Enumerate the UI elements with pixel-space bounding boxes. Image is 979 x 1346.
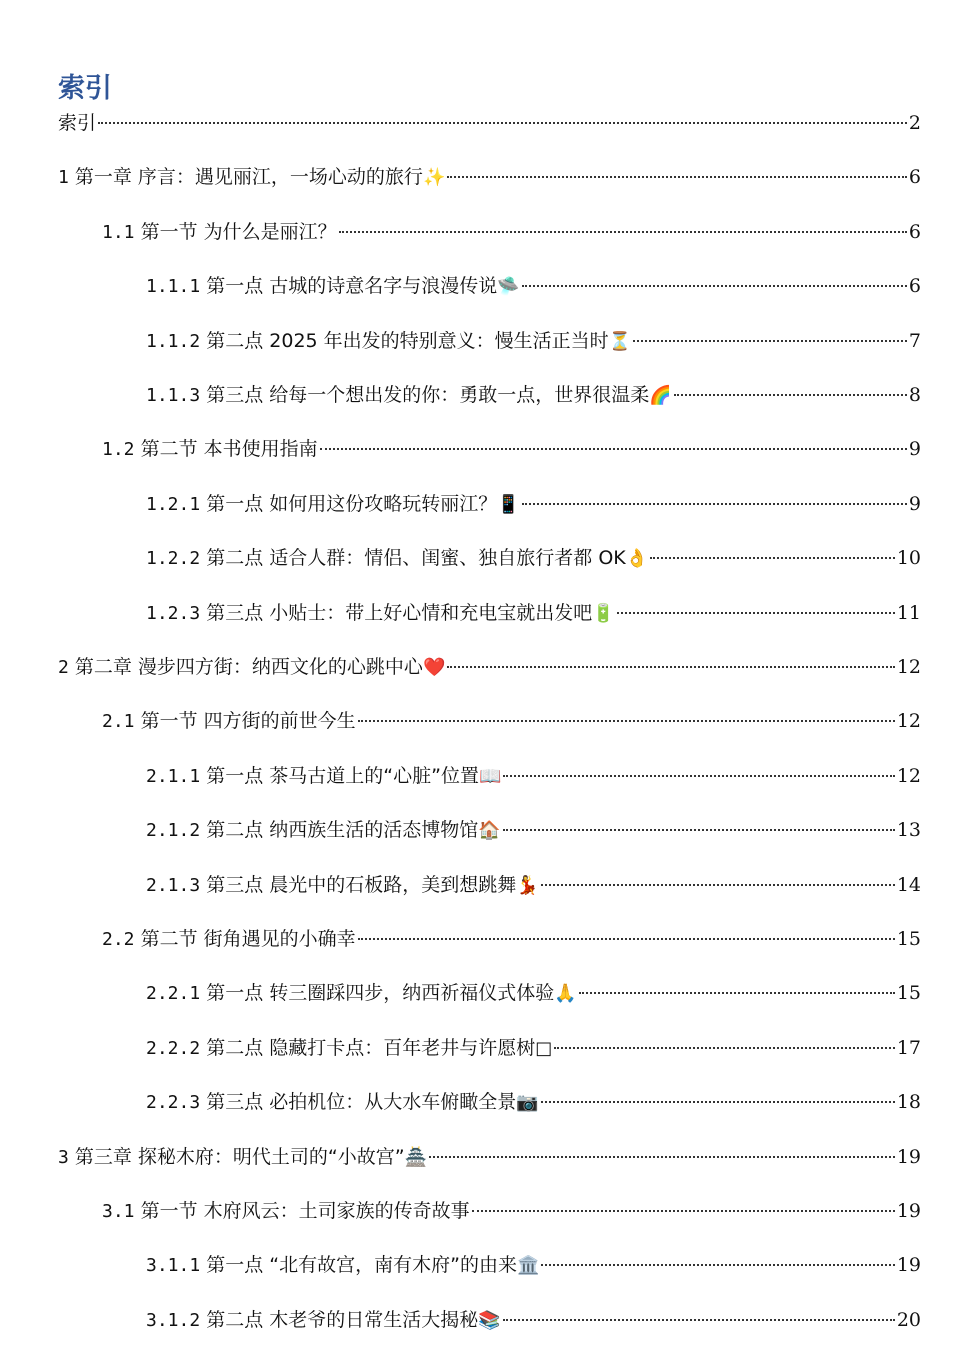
toc-entry-emoji-icon: ❤️ <box>422 657 446 678</box>
toc-entry-text <box>146 600 615 627</box>
toc-entry[interactable] <box>146 273 921 300</box>
toc-entry-number: 2.1 <box>102 711 135 733</box>
toc-dot-leader <box>503 829 895 831</box>
toc-entry-number: 1.2.3 <box>146 602 201 624</box>
toc-entry-number: 1.2.1 <box>146 493 201 515</box>
toc-entry-emoji-icon: 🙏 <box>554 983 577 1005</box>
toc-entry-number: 3.1.1 <box>146 1255 201 1277</box>
toc-entry-number: 1 <box>58 167 69 189</box>
toc-entry-title: 索引 <box>58 112 97 134</box>
toc-entry-emoji-icon: 🏯 <box>404 1146 428 1168</box>
toc-entry[interactable] <box>146 1035 921 1062</box>
toc-entry[interactable] <box>102 436 921 463</box>
toc-entry-number: 2.2.1 <box>146 983 201 1005</box>
toc-entry-number: 1.1 <box>102 221 135 243</box>
toc-entry[interactable] <box>146 328 921 355</box>
toc-entry-title: 第一节 为什么是丽江？ <box>140 220 337 243</box>
toc-entry-emoji-icon: 📱 <box>497 493 520 515</box>
toc-entry[interactable] <box>146 491 921 518</box>
toc-dot-leader <box>554 1047 895 1049</box>
toc-page-number: 11 <box>896 601 921 624</box>
toc-entry-number: 2.2.2 <box>146 1037 201 1059</box>
toc-entry-emoji-icon: 🌈 <box>649 385 672 406</box>
toc-entry[interactable] <box>102 219 921 246</box>
toc-page-number: 7 <box>908 329 921 352</box>
toc-dot-leader <box>541 1264 894 1266</box>
toc-dot-leader <box>472 1210 895 1212</box>
toc-entry-text <box>146 872 539 899</box>
toc-dot-leader <box>579 992 895 994</box>
toc-entry-title: 第三点 晨光中的石板路，美到想跳舞 <box>206 873 517 896</box>
toc-entry-text <box>146 1252 539 1279</box>
toc-entry-number: 3.1 <box>102 1201 135 1222</box>
toc-page-number: 13 <box>896 819 921 842</box>
toc-entry-number: 1.1.1 <box>146 276 201 298</box>
toc-entry-text <box>58 164 445 191</box>
toc-entry-text <box>58 110 96 136</box>
toc-entry-title: 第二点 隐藏打卡点：百年老井与许愿树 <box>206 1036 536 1059</box>
toc-dot-leader <box>98 122 907 124</box>
toc-page-number: 9 <box>908 438 921 461</box>
toc-entry-text <box>102 708 356 735</box>
toc-dot-leader <box>358 938 895 940</box>
toc-entry-text <box>146 1307 501 1334</box>
toc-page-number: 19 <box>896 1254 921 1277</box>
toc-entry-text <box>146 1089 539 1116</box>
toc-dot-leader <box>617 612 895 614</box>
toc-entry[interactable] <box>146 872 921 899</box>
toc-entry-title: 第一节 四方街的前世今生 <box>140 710 356 733</box>
toc-entry[interactable] <box>146 1252 921 1279</box>
toc-entry-emoji-icon: ⏳ <box>608 330 632 352</box>
toc-dot-leader <box>447 176 907 178</box>
toc-dot-leader <box>503 1319 895 1321</box>
toc-entry-title: 第三章 探秘木府：明代土司的“小故宫” <box>74 1145 405 1168</box>
toc-dot-leader <box>339 231 907 233</box>
toc-entry[interactable] <box>146 545 921 572</box>
toc-entry-text <box>146 328 631 355</box>
toc-entry-title: 第一点 如何用这份攻略玩转丽江？ <box>206 492 498 515</box>
toc-heading: 索引 <box>58 73 112 104</box>
toc-page-number: 18 <box>896 1091 921 1114</box>
toc-entry-emoji-icon: 📚 <box>478 1309 501 1331</box>
toc-page-number: 6 <box>908 220 921 243</box>
toc-dot-leader <box>320 448 907 450</box>
toc-entry-title: 第一节 木府风云：土司家族的传奇故事 <box>140 1200 470 1222</box>
toc-entry-text <box>146 491 520 518</box>
toc-entry-title: 第二节 街角遇见的小确幸 <box>140 928 356 950</box>
toc-entry-emoji-icon: 💃 <box>516 874 539 896</box>
toc-entry[interactable] <box>146 980 921 1007</box>
toc-entry-number: 1.1.2 <box>146 330 201 352</box>
toc-entry-title: 第三点 给每一个想出发的你：勇敢一点，世界很温柔 <box>206 384 650 406</box>
toc-entry-title: 第一点 转三圈踩四步，纳西祈福仪式体验 <box>206 982 555 1005</box>
toc-entry[interactable] <box>102 926 921 953</box>
toc-page-number: 20 <box>896 1308 921 1331</box>
toc-page-number: 2 <box>908 112 921 134</box>
toc-page-number: 15 <box>896 928 921 950</box>
toc-page-number: 14 <box>896 873 921 896</box>
toc-page-number: 6 <box>908 275 921 298</box>
toc-entry-emoji-icon: 🏛️ <box>516 1255 540 1277</box>
toc-page-number: 15 <box>896 982 921 1005</box>
toc-dot-leader <box>674 394 907 396</box>
toc-entry-text <box>58 1144 427 1171</box>
toc-entry-number: 1.1.3 <box>146 385 201 406</box>
toc-entry[interactable] <box>58 1144 921 1171</box>
toc-entry[interactable] <box>146 817 921 844</box>
toc-entry-text <box>102 436 318 463</box>
toc-entry-number: 2.2 <box>102 929 135 950</box>
toc-page-number: 12 <box>896 656 921 678</box>
toc-entry-number: 1.2.2 <box>146 548 201 570</box>
toc-entry-number: 3.1.2 <box>146 1309 201 1331</box>
toc-dot-leader <box>503 775 894 777</box>
toc-dot-leader <box>358 720 895 722</box>
toc-dot-leader <box>429 1156 895 1158</box>
toc-dot-leader <box>633 340 907 342</box>
toc-entry-number: 2.1.3 <box>146 874 201 896</box>
toc-entry-text <box>146 763 501 790</box>
toc-entry-emoji-icon: 🏠 <box>478 820 501 842</box>
toc-entry[interactable] <box>146 382 921 409</box>
toc-entry[interactable] <box>58 110 921 136</box>
toc-entry[interactable] <box>146 763 921 790</box>
toc-entry[interactable] <box>146 1089 921 1116</box>
toc-entry-text <box>146 1035 552 1062</box>
toc-entry-text <box>102 926 356 953</box>
toc-entry[interactable] <box>102 1198 921 1225</box>
toc-entry-title: 第二章 漫步四方街：纳西文化的心跳中心 <box>74 656 423 678</box>
toc-entry[interactable] <box>58 654 921 681</box>
toc-entry-text <box>146 817 501 844</box>
toc-entry-emoji-icon: □ <box>535 1037 553 1059</box>
toc-dot-leader <box>541 1101 895 1103</box>
toc-entry-text <box>146 545 648 572</box>
toc-entry-number: 3 <box>58 1146 69 1168</box>
toc-entry-text <box>58 654 445 681</box>
toc-page-number: 10 <box>896 547 921 570</box>
toc-entry-number: 2.1.2 <box>146 820 201 842</box>
toc-dot-leader <box>522 503 907 505</box>
toc-entry-title: 第一点 古城的诗意名字与浪漫传说 <box>206 275 498 298</box>
toc-page-number: 8 <box>908 384 921 406</box>
toc-entry-title: 第二点 木老爷的日常生活大揭秘 <box>206 1308 479 1331</box>
toc-entry-number: 1.2 <box>102 439 135 461</box>
toc-entry-title: 第三点 必拍机位：从大水车俯瞰全景 <box>206 1091 517 1114</box>
toc-entry[interactable] <box>58 164 921 191</box>
toc-dot-leader <box>541 884 895 886</box>
toc-entry-title: 第二点 适合人群：情侣、闺蜜、独自旅行者都 OK <box>206 547 626 570</box>
toc-entry-title: 第一点 “北有故宫，南有木府”的由来 <box>206 1254 517 1277</box>
toc-page-number: 9 <box>908 492 921 515</box>
toc-entry-emoji-icon: 📷 <box>516 1092 539 1114</box>
toc-entry-text <box>102 1198 470 1225</box>
toc-entry[interactable] <box>146 1307 921 1334</box>
toc-entry-emoji-icon: 🛸 <box>497 276 520 298</box>
toc-dot-leader <box>447 666 894 668</box>
toc-entry-number: 2 <box>58 657 69 678</box>
toc-entry-number: 2.2.3 <box>146 1092 201 1114</box>
toc-entry-number: 2.1.1 <box>146 765 201 787</box>
toc-entry-title: 第一章 序言：遇见丽江，一场心动的旅行 <box>74 166 423 189</box>
toc-entry-text <box>146 980 577 1007</box>
toc-entry-emoji-icon: 📖 <box>478 765 502 787</box>
toc-entry-emoji-icon: 🔋 <box>592 602 615 624</box>
toc-entry-emoji-icon: ✨ <box>422 167 446 189</box>
toc-entry-emoji-icon: 👌 <box>625 548 649 570</box>
toc-entry-title: 第三点 小贴士：带上好心情和充电宝就出发吧 <box>206 601 593 624</box>
toc-entry-title: 第二点 2025 年出发的特别意义：慢生活正当时 <box>206 329 609 352</box>
toc-page-number: 12 <box>896 764 921 787</box>
toc-dot-leader <box>650 557 895 559</box>
toc-page-number: 19 <box>896 1145 921 1168</box>
toc-entry-title: 第一点 茶马古道上的“心脏”位置 <box>206 764 479 787</box>
toc-entry-text <box>146 273 520 300</box>
toc-entry[interactable] <box>102 708 921 735</box>
toc-entry-title: 第二节 本书使用指南 <box>140 438 318 461</box>
toc-dot-leader <box>522 285 907 287</box>
toc-page-number: 6 <box>908 166 921 189</box>
toc-page-number: 17 <box>896 1036 921 1059</box>
toc-entry-text <box>102 219 337 246</box>
toc-entry-title: 第二点 纳西族生活的活态博物馆 <box>206 819 479 842</box>
toc-page-number: 12 <box>896 710 921 733</box>
toc-entry[interactable] <box>146 600 921 627</box>
toc-page-number: 19 <box>896 1200 921 1222</box>
toc-entry-text <box>146 382 672 409</box>
